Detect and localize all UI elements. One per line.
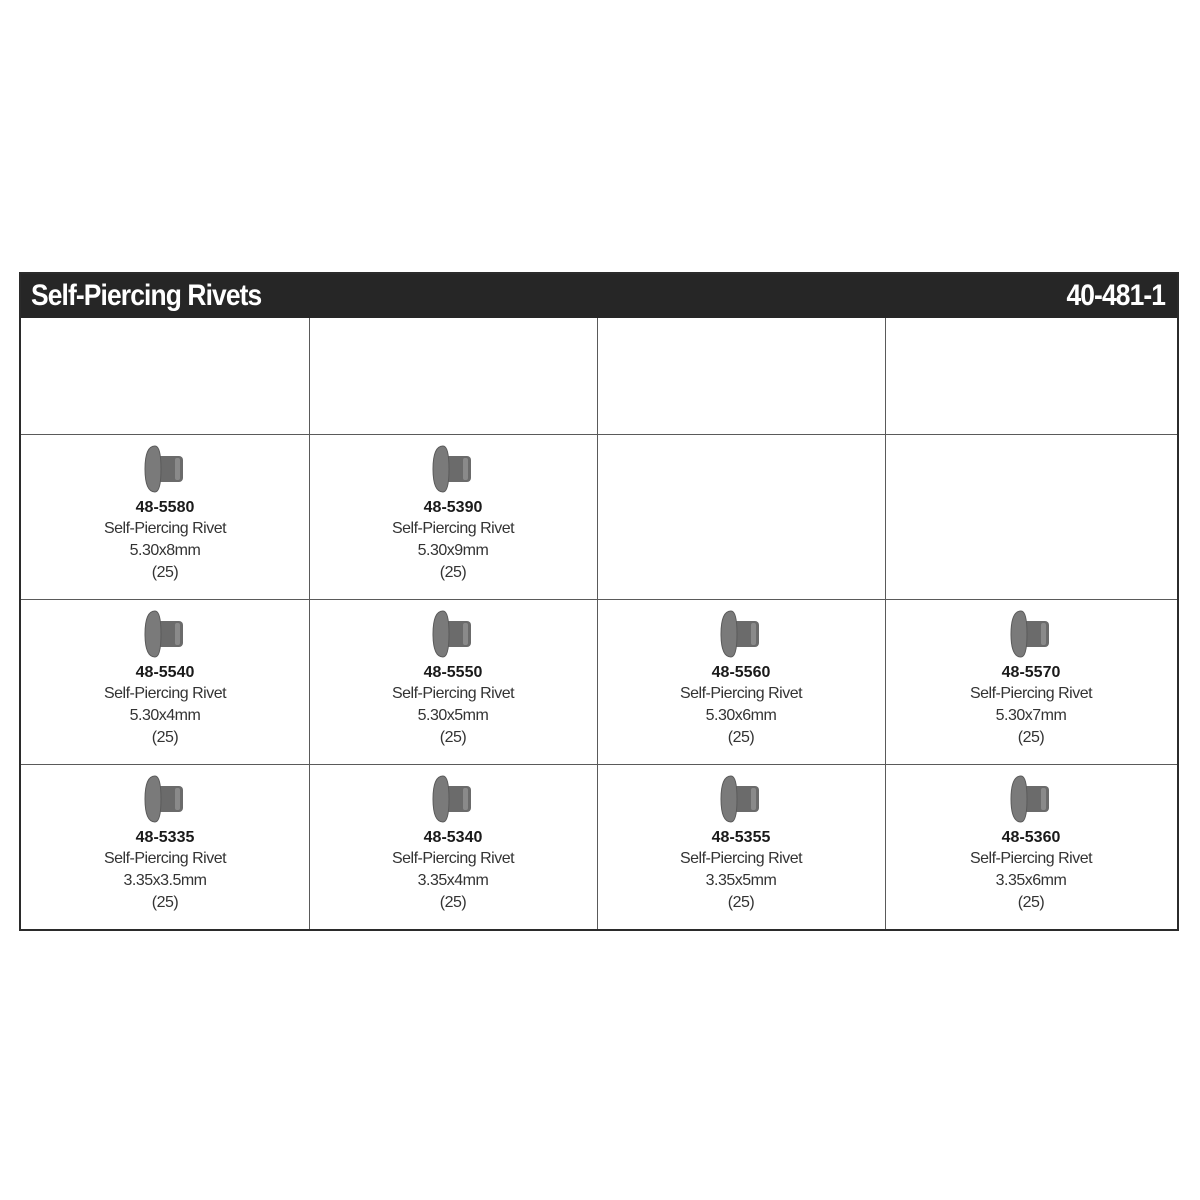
part-slot bbox=[21, 599, 309, 764]
part-quantity: (25) bbox=[727, 729, 755, 746]
part-slot bbox=[21, 434, 309, 599]
rivet-icon bbox=[711, 772, 771, 824]
empty-slot bbox=[597, 434, 885, 599]
part-description: Self-Piercing Rivet bbox=[969, 850, 1093, 867]
part-quantity: (25) bbox=[151, 894, 179, 911]
part-quantity: (25) bbox=[439, 729, 467, 746]
part-description: Self-Piercing Rivet bbox=[103, 520, 227, 537]
part-size: 3.35x4mm bbox=[417, 872, 489, 889]
part-size: 5.30x7mm bbox=[995, 707, 1067, 724]
part-description: Self-Piercing Rivet bbox=[103, 685, 227, 702]
part-slot bbox=[885, 599, 1177, 764]
part-number: 48-5340 bbox=[423, 829, 483, 846]
part-quantity: (25) bbox=[1017, 729, 1045, 746]
kit-number: 40-481-1 bbox=[1066, 279, 1165, 312]
rivet-icon bbox=[423, 607, 483, 659]
part-description: Self-Piercing Rivet bbox=[679, 685, 803, 702]
part-size: 5.30x4mm bbox=[129, 707, 201, 724]
part-description: Self-Piercing Rivet bbox=[679, 850, 803, 867]
part-size: 5.30x8mm bbox=[129, 542, 201, 559]
part-size: 3.35x5mm bbox=[705, 872, 777, 889]
part-size: 5.30x5mm bbox=[417, 707, 489, 724]
part-number: 48-5570 bbox=[1001, 664, 1061, 681]
part-description: Self-Piercing Rivet bbox=[103, 850, 227, 867]
rivet-icon bbox=[423, 442, 483, 494]
part-quantity: (25) bbox=[151, 729, 179, 746]
empty-slot bbox=[885, 318, 1177, 434]
part-description: Self-Piercing Rivet bbox=[391, 685, 515, 702]
part-slot bbox=[309, 764, 597, 929]
panel-title: Self-Piercing Rivets bbox=[31, 279, 262, 312]
part-quantity: (25) bbox=[439, 894, 467, 911]
part-slot bbox=[309, 599, 597, 764]
part-number: 48-5550 bbox=[423, 664, 483, 681]
part-slot bbox=[309, 434, 597, 599]
part-slot bbox=[597, 764, 885, 929]
part-quantity: (25) bbox=[439, 564, 467, 581]
part-slot bbox=[885, 764, 1177, 929]
part-slot bbox=[21, 764, 309, 929]
empty-slot bbox=[597, 318, 885, 434]
empty-slot bbox=[309, 318, 597, 434]
rivet-icon bbox=[423, 772, 483, 824]
part-size: 3.35x3.5mm bbox=[123, 872, 207, 889]
empty-slot bbox=[885, 434, 1177, 599]
part-size: 5.30x6mm bbox=[705, 707, 777, 724]
rivet-icon bbox=[135, 442, 195, 494]
part-description: Self-Piercing Rivet bbox=[391, 850, 515, 867]
part-number: 48-5355 bbox=[711, 829, 771, 846]
parts-grid bbox=[21, 318, 1177, 929]
rivet-icon bbox=[1001, 607, 1061, 659]
assortment-panel bbox=[19, 272, 1179, 931]
part-quantity: (25) bbox=[1017, 894, 1045, 911]
part-size: 3.35x6mm bbox=[995, 872, 1067, 889]
part-quantity: (25) bbox=[151, 564, 179, 581]
empty-slot bbox=[21, 318, 309, 434]
rivet-icon bbox=[135, 607, 195, 659]
part-description: Self-Piercing Rivet bbox=[969, 685, 1093, 702]
part-description: Self-Piercing Rivet bbox=[391, 520, 515, 537]
rivet-icon bbox=[135, 772, 195, 824]
part-number: 48-5580 bbox=[135, 499, 195, 516]
part-quantity: (25) bbox=[727, 894, 755, 911]
part-size: 5.30x9mm bbox=[417, 542, 489, 559]
part-slot bbox=[597, 599, 885, 764]
panel-header bbox=[21, 274, 1177, 318]
part-number: 48-5560 bbox=[711, 664, 771, 681]
part-number: 48-5360 bbox=[1001, 829, 1061, 846]
part-number: 48-5335 bbox=[135, 829, 195, 846]
rivet-icon bbox=[1001, 772, 1061, 824]
part-number: 48-5390 bbox=[423, 499, 483, 516]
part-number: 48-5540 bbox=[135, 664, 195, 681]
rivet-icon bbox=[711, 607, 771, 659]
